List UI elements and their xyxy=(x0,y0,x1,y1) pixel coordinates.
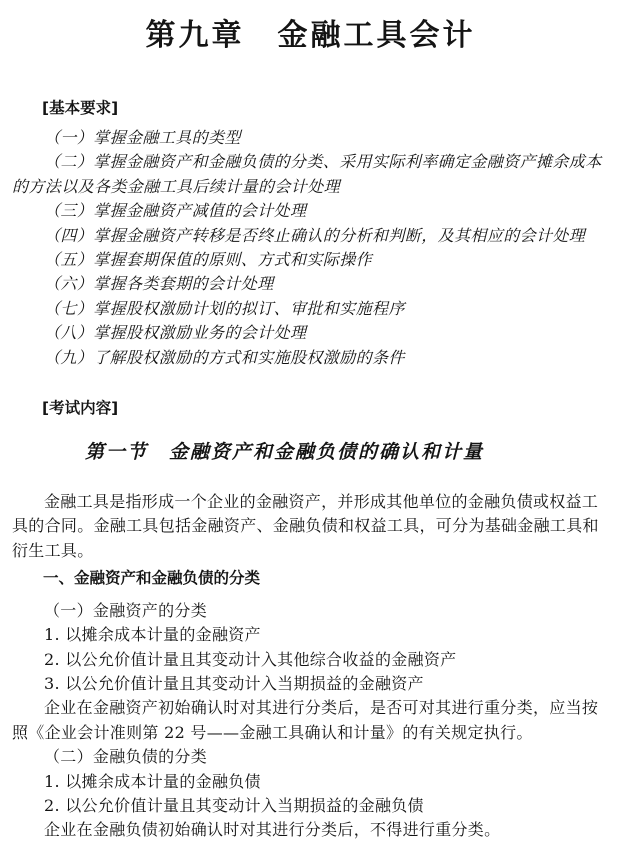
asset-class-item: 1. 以摊余成本计量的金融资产 xyxy=(44,625,261,645)
requirement-item: （七）掌握股权激励计划的拟订、审批和实施程序 xyxy=(44,298,405,318)
requirement-item: （二）掌握金融资产和金融负债的分类、采用实际利率确定金融资产摊余成本的方法以及各类金融工具后续计量的会计处理 xyxy=(12,152,602,196)
intro-paragraph: 金融工具是指形成一个企业的金融资产，并形成其他单位的金融负债或权益工具的合同。金融工具包括金融资产、金融负债和权益工具，可分为基础金融工具和衍生工具。 xyxy=(12,492,599,560)
requirement-item: （九）了解股权激励的方式和实施股权激励的条件 xyxy=(44,347,405,367)
liability-class-item: 1. 以摊余成本计量的金融负债 xyxy=(44,771,261,791)
basic-requirements-list xyxy=(12,126,609,370)
financial-liabilities-heading: （二）金融负债的分类 xyxy=(44,747,208,767)
basic-requirements-label: [基本要求] xyxy=(42,99,119,117)
financial-liabilities-block xyxy=(12,745,609,843)
liability-class-item: 2. 以公允价值计量且其变动计入当期损益的金融负债 xyxy=(44,795,424,815)
asset-class-item: 2. 以公允价值计量且其变动计入其他综合收益的金融资产 xyxy=(44,649,457,669)
requirement-item: （三）掌握金融资产减值的会计处理 xyxy=(44,201,307,221)
liability-reclass-note: 企业在金融负债初始确认时对其进行分类后，不得进行重分类。 xyxy=(44,820,501,840)
classification-heading: 一、金融资产和金融负债的分类 xyxy=(43,569,261,588)
financial-assets-block xyxy=(12,599,609,745)
requirement-item: （四）掌握金融资产转移是否终止确认的分析和判断，及其相应的会计处理 xyxy=(44,225,586,245)
financial-assets-heading: （一）金融资产的分类 xyxy=(44,600,208,620)
requirement-item: （五）掌握套期保值的原则、方式和实际操作 xyxy=(44,250,373,270)
exam-content-label: [考试内容] xyxy=(42,399,119,418)
asset-reclass-note: 企业在金融资产初始确认时对其进行分类后，是否可对其进行重分类，应当按照《企业会计准则第 22 号——金融工具确认和计量》的有关规定执行。 xyxy=(12,698,599,742)
section1-heading: 第一节 金融资产和金融负债的确认和计量 xyxy=(84,441,484,464)
requirement-item: （一）掌握金融工具的类型 xyxy=(44,128,241,147)
asset-class-item: 3. 以公允价值计量且其变动计入当期损益的金融资产 xyxy=(44,673,424,693)
chapter-title: 第九章 金融工具会计 xyxy=(145,18,476,53)
requirement-item: （八）掌握股权激励业务的会计处理 xyxy=(44,323,307,343)
requirement-item: （六）掌握各类套期的会计处理 xyxy=(44,274,274,294)
